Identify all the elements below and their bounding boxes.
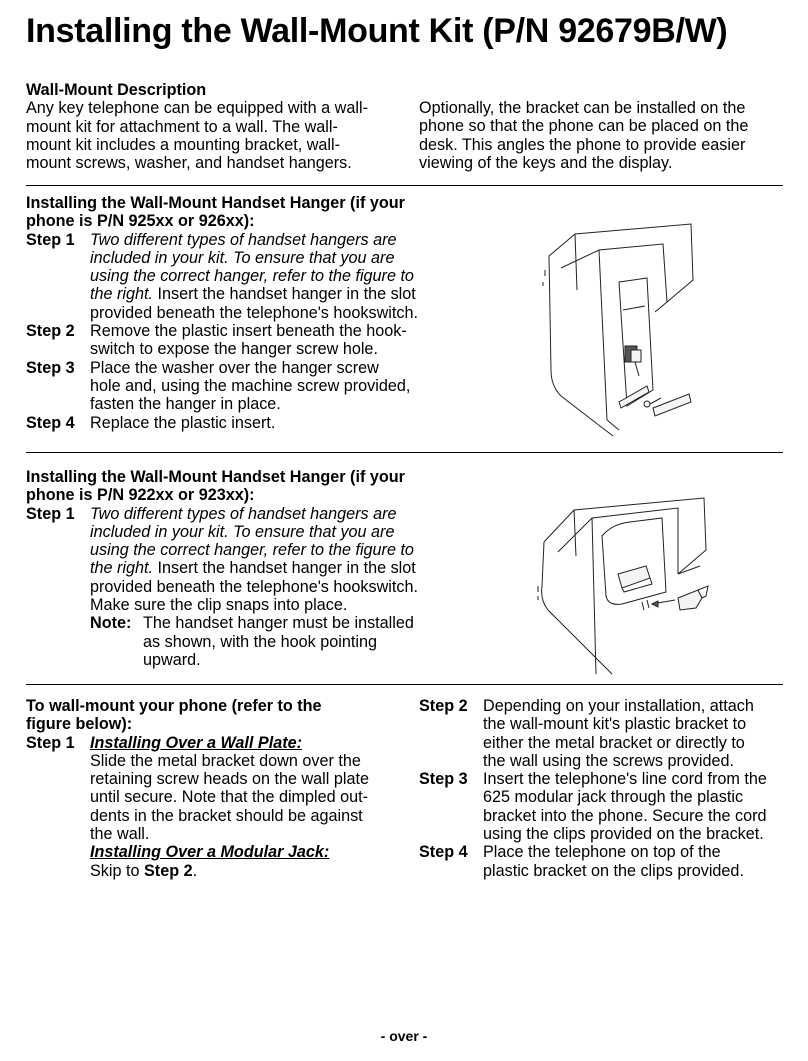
description-line: Optionally, the bracket can be installed on the	[419, 99, 746, 117]
hanger-922-section	[26, 468, 446, 669]
hanger-925-section	[26, 194, 446, 432]
section-heading: To wall-mount your phone (refer to the	[26, 697, 322, 715]
description-heading: Wall-Mount Description	[26, 81, 207, 99]
step-text: plastic bracket on the clips provided.	[483, 861, 744, 880]
step-label: Step 4	[419, 843, 468, 862]
step-text: either the metal bracket or directly to	[483, 733, 745, 752]
step-text: Replace the plastic insert.	[90, 413, 276, 432]
note-text: as shown, with the hook pointing	[143, 632, 377, 651]
step-text-italic: Two different types of handset hangers are	[90, 504, 397, 523]
step-label: Step 1	[26, 733, 75, 752]
step-2	[26, 322, 446, 359]
step-text-italic: Two different types of handset hangers are	[90, 230, 397, 249]
step-label: Step 4	[26, 413, 75, 432]
step-1	[26, 505, 446, 670]
description-line: phone so that the phone can be placed on the	[419, 117, 749, 136]
page-footer: - over -	[380, 1028, 428, 1044]
description-right	[419, 99, 789, 172]
section-heading: Installing the Wall-Mount Handset Hanger (if your	[26, 468, 405, 486]
description-line: mount kit for attachment to a wall. The wall-	[26, 117, 338, 136]
step-text: 625 modular jack through the plastic	[483, 788, 744, 807]
step-text: Depending on your installation, attach	[483, 697, 754, 715]
step-1	[26, 734, 406, 880]
note-text: upward.	[143, 650, 201, 669]
step-label: Step 1	[26, 504, 75, 523]
step-text: Insert the handset hanger in the slot	[153, 559, 416, 578]
note-text: The handset hanger must be installed	[143, 614, 414, 633]
description-line: Any key telephone can be equipped with a wall-	[26, 99, 368, 118]
step-text: Place the telephone on top of the	[483, 843, 721, 862]
section-heading: phone is P/N 925xx or 926xx):	[26, 212, 255, 231]
step-4	[26, 414, 446, 432]
note-label: Note:	[90, 614, 132, 633]
step-label: Step 1	[26, 230, 75, 249]
page-title: Installing the Wall-Mount Kit (P/N 92679B/W)	[26, 12, 728, 50]
description-left	[26, 81, 406, 172]
note	[90, 614, 446, 669]
step-3	[26, 359, 446, 414]
step-text: provided beneath the telephone's hookswitch.	[90, 577, 418, 596]
step-1	[26, 231, 446, 322]
step-text: fasten the hanger in place.	[90, 395, 281, 414]
step-text: Slide the metal bracket down over the	[90, 751, 361, 770]
step-text: Insert the handset hanger in the slot	[153, 285, 416, 304]
section-divider	[26, 684, 783, 685]
step-text: retaining screw heads on the wall plate	[90, 770, 369, 789]
step-text-italic: using the correct hanger, refer to the figure to	[90, 541, 414, 560]
hanger-925-illustration	[535, 210, 715, 438]
step-text: until secure. Note that the dimpled out-	[90, 788, 369, 807]
step-label: Step 3	[419, 770, 468, 789]
step-text: Make sure the clip snaps into place.	[90, 596, 348, 615]
step-text: Remove the plastic insert beneath the hook-	[90, 322, 407, 341]
step-text: dents in the bracket should be against	[90, 806, 363, 825]
step-text: bracket into the phone. Secure the cord	[483, 806, 767, 825]
step-text: Skip to	[90, 861, 144, 880]
step-2	[419, 697, 789, 770]
step-text-italic: the right.	[90, 559, 153, 578]
step-label: Step 2	[26, 322, 75, 341]
description-line: desk. This angles the phone to provide easier	[419, 135, 746, 154]
step-reference: Step 2	[144, 861, 193, 880]
step-text: Insert the telephone's line cord from the	[483, 770, 767, 789]
step-label: Step 2	[419, 697, 468, 715]
description-line: mount kit includes a mounting bracket, wall-	[26, 135, 341, 154]
section-divider	[26, 452, 783, 453]
step-text-italic: included in your kit. To ensure that you are	[90, 522, 395, 541]
step-text: hole and, using the machine screw provided,	[90, 376, 411, 395]
step-text: using the clips provided on the bracket.	[483, 825, 764, 844]
description-line: mount screws, washer, and handset hangers.	[26, 154, 352, 173]
subheading-modular-jack: Installing Over a Modular Jack:	[90, 843, 330, 862]
section-heading: Installing the Wall-Mount Handset Hanger (if your	[26, 194, 405, 212]
section-divider	[26, 185, 783, 186]
step-text: the wall-mount kit's plastic bracket to	[483, 715, 747, 734]
subheading-wall-plate: Installing Over a Wall Plate:	[90, 733, 303, 752]
description-line: viewing of the keys and the display.	[419, 153, 673, 172]
step-text: provided beneath the telephone's hookswitch.	[90, 303, 418, 322]
wall-mount-section	[26, 697, 406, 880]
step-text-italic: included in your kit. To ensure that you are	[90, 248, 395, 267]
wall-mount-steps-continued	[419, 697, 789, 880]
step-4	[419, 843, 789, 880]
section-heading: figure below):	[26, 715, 133, 734]
step-3	[419, 770, 789, 843]
step-label: Step 3	[26, 358, 75, 377]
step-text: the wall using the screws provided.	[483, 751, 735, 770]
hanger-922-illustration	[530, 482, 728, 678]
step-text-italic: using the correct hanger, refer to the figure to	[90, 267, 414, 286]
step-text: Place the washer over the hanger screw	[90, 358, 379, 377]
section-heading: phone is P/N 922xx or 923xx):	[26, 486, 255, 505]
step-text: switch to expose the hanger screw hole.	[90, 340, 378, 359]
step-text-italic: the right.	[90, 285, 153, 304]
step-text: the wall.	[90, 825, 150, 844]
step-text: .	[192, 861, 198, 880]
